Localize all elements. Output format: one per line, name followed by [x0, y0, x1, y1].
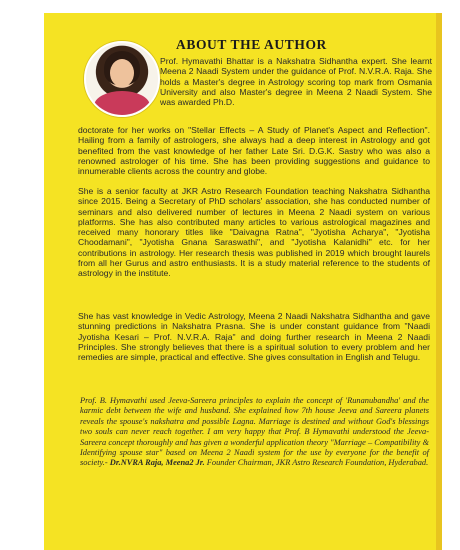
bio-faculty: She is a senior faculty at JKR Astro Research Foundation teaching Nakshatra Sidhantha since 2015. Being a Secretary of PhD scholars' association, she has conducted number of seminars and also delivered number of lectures in Meena 2 Naadi system on various platforms. She has also contributed many articles to various astrological magazines and received many honorary titles like "Daivagna Ratna", "Jyotisha Acharya", "Jyotisha Choodamani", "Jyotisha Gnana Saraswathi", and "Jyotisha Kalanidhi" etc. for her contributions in astrology. Her research thesis was published in 2019 which brought laurels from all her Gurus and astro enthusiasts. It is a study material reference to the students of astrology in the institute.	[78, 186, 430, 279]
testimonial	[80, 396, 429, 469]
testimonial-text: Prof. B. Hymavathi used Jeeva-Sareera principles to explain the concept of 'Runanubandha' and the karmic debt between the wife and husband. She explained how 7th house Jeeva and Sareera planets reveals the spouse's nakshatra and possible Lagna. Marriage is destined and without God's blessings two souls can never reach together. I am very happy that Prof. B Hymavathi understood the Jeeva-Sareera concept thoroughly and has given a wonderful application theory "Marriage – Compatibility & Identifying spouse star" based on Meena 2 Naadi system for the use by everyone for the benefit of society.-	[80, 396, 429, 468]
author-photo	[84, 41, 160, 117]
bio-knowledge: She has vast knowledge in Vedic Astrology, Meena 2 Naadi Nakshatra Sidhantha and gave stunning predictions in Nakshatra Prasna. She is under constant guidance from "Naadi Jyotisha Kesari – Prof. N.V.R.A. Raja" and doing further research in Meena 2 Naadi Principles. She strongly believes that there is a spiritual solution to every problem and her remedies are simple, practical and effective. She gives consultation in English and Telugu.	[78, 311, 430, 363]
bio-intro-continued: doctorate for her works on "Stellar Effects – A Study of Planet's Aspect and Reflection". Hailing from a family of astrologers, she always had a deep interest in Astrology and got benefited from the vast knowledge of her father Late Sri. D.G.K. Sastry who was also a renowned astrologer of his time. She has been providing suggestions and guidance to innumerable clients across the country and globe.	[78, 125, 430, 177]
about-author-heading: ABOUT THE AUTHOR	[176, 37, 327, 52]
bio-intro: Prof. Hymavathi Bhattar is a Nakshatra Sidhantha expert. She learnt Meena 2 Naadi System under the guidance of Prof. N.V.R.A. Raja. She holds a Master's degree in Astrology scoring top mark from Osmania University and also Master's degree in Meena 2 Naadi System. She was awarded Ph.D.	[160, 56, 432, 108]
cover-edge	[436, 13, 442, 550]
testimonial-author: Dr.NVRA Raja, Meena2 Jr.	[109, 458, 205, 468]
testimonial-affiliation: Founder Chairman, JKR Astro Research Foundation, Hyderabad.	[206, 458, 429, 468]
